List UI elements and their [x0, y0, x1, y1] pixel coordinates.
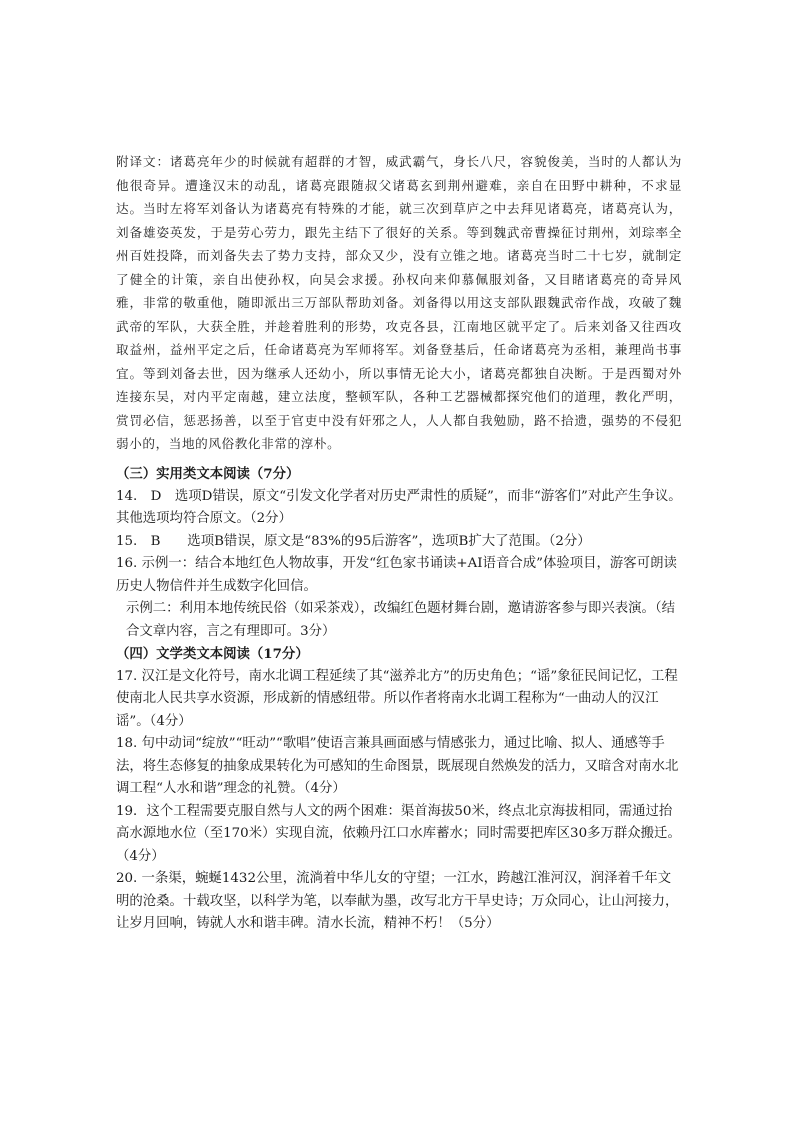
translation-paragraph — [116, 150, 682, 456]
answer-15: 15. B 选项B错误，原文是“83%的95后游客”，选项B扩大了范围。（2分） — [116, 533, 591, 549]
answer-16-example-2: 示例二：利用本地传统民俗（如采茶戏），改编红色题材舞台剧，邀请游客参与即兴表演。（结合文章内容，言之有理即可。3分） — [126, 601, 676, 639]
answer-20: 20. 一条渠，蜿蜒1432公里，流淌着中华儿女的守望；一江水，跨越江淮河汉，润泽着千年文明的沧桑。十载攻坚，以科学为笔，以奉献为墨，改写北方干旱史诗；万众同心，让山河接力，让岁月回响，铸就人水和谐丰碑。清水长流，精神不朽！（5分） — [116, 871, 679, 931]
answer-18: 18. 句中动词“绽放”“旺动”“歌唱”使语言兼具画面感与情感张力，通过比喻、拟人、通感等手法，将生态修复的抽象成果转化为可感知的生命图景，既展现自然焕发的活力，又暗含对南水北调工程“人水和谐”理念的礼赞。（4分） — [116, 736, 679, 796]
section-heading-literary-reading: （四）文学类文本阅读（17分） — [116, 646, 309, 662]
answer-19: 19．这个工程需要克服自然与人文的两个困难：渠首海拔50米，终点北京海拔相同，需通过抬高水源地水位（至170米）实现自流，依赖丹江口水库蓄水；同时需要把库区30多万群众搬迁。（4分） — [116, 803, 681, 864]
section-heading-practical-reading: （三）实用类文本阅读（7分） — [116, 466, 300, 482]
answer-17: 17. 汉江是文化符号，南水北调工程延续了其“滋养北方”的历史角色；“谣”象征民间记忆，工程使南北人民共享水资源，形成新的情感纽带。所以作者将南水北调工程称为“一曲动人的汉江谣”。（4分） — [116, 668, 678, 729]
answer-16-example-1: 16. 示例一：结合本地红色人物故事，开发“红色家书诵读+AI语音合成”体验项目，游客可朗读历史人物信件并生成数字化回信。 — [116, 556, 677, 594]
answer-14: 14. D 选项D错误，原文“引发文化学者对历史严肃性的质疑”，而非“游客们”对此产生争议。 其他选项均符合原文。（2分） — [116, 488, 682, 526]
answer-block — [116, 463, 682, 936]
translation-text: 附译文：诸葛亮年少的时候就有超群的才智，威武霸气，身长八尺，容貌俊美，当时的人都认为他很奇异。遭逢汉末的动乱，诸葛亮跟随叔父诸葛玄到荆州避难，亲自在田野中耕种，不求显达。当时左将军刘备认为诸葛亮有特殊的才能，就三次到草庐之中去拜见诸葛亮，诸葛亮认为，刘备雄姿英发，于是劳心劳力，跟先主结下了很好的关系。等到魏武帝曹操征讨荆州，刘琮率全州百姓投降，而刘备失去了势力支持，部众又少，没有立锥之地。诸葛亮当时二十七岁，就制定了健全的计策，亲自出使孙权，向吴会求援。孙权向来仰慕佩服刘备，又目睹诸葛亮的奇异风雅，非常的敬重他，随即派出三万部队帮助刘备。刘备得以用这支部队跟魏武帝作战，攻破了魏武帝的军队，大获全胜，并趁着胜利的形势，攻克各县，江南地区就平定了。后来刘备又往西攻取益州，益州平定之后，任命诸葛亮为军师将军。刘备登基后，任命诸葛亮为丞相，兼理尚书事宜。等到刘备去世，因为继承人还幼小，所以事情无论大小，诸葛亮都独自决断。于是西蜀对外连接东吴，对内平定南越，建立法度，整顿军队，各种工艺器械都探究他们的道理，教化严明，赏罚必信，惩恶扬善，以至于官吏中没有奸邪之人，人人都自我勉励，路不拾遗，强势的不侵犯弱小的，当地的风俗教化非常的淳朴。 — [116, 154, 682, 451]
